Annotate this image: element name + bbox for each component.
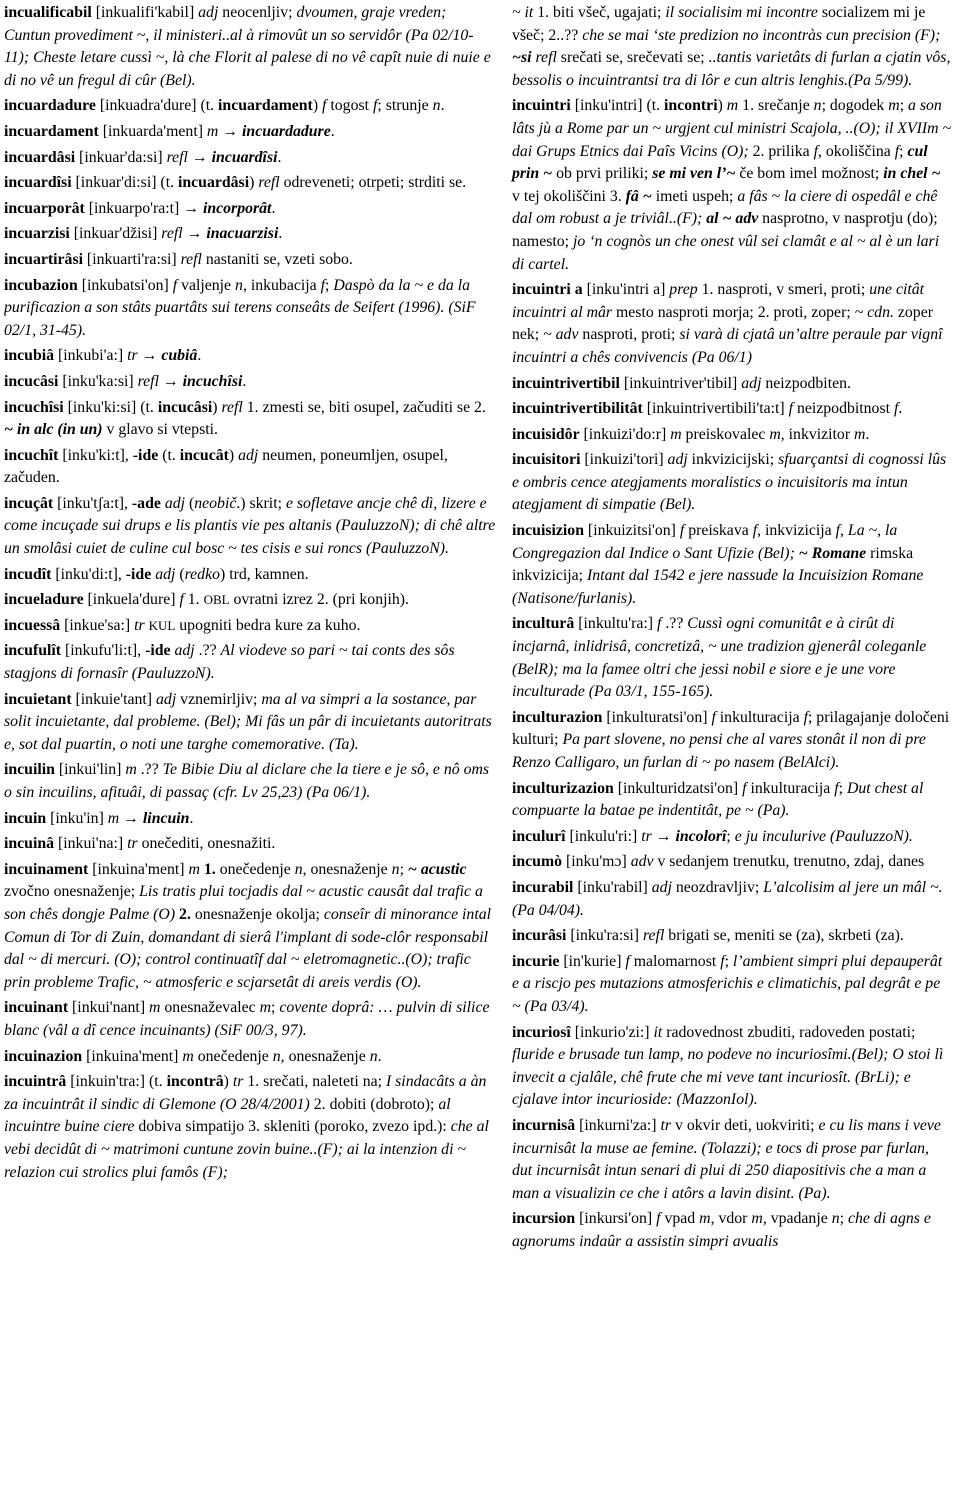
dictionary-entry: incuessâ [inkue'sa:] tr KUL upogniti bedra kure za kuho. — [4, 616, 361, 634]
dictionary-entry: incuin [inku'in] m → lincuin. — [4, 809, 194, 827]
dictionary-entry: incuardîsi [inkuar'di:si] (t. incuardâsi) refl odreveneti; otrpeti; strditi se. — [4, 174, 467, 192]
dictionary-entry: incuisitori [inkuizi'tori] adj inkvizicijski; sfuarçantsi di cognossi lûs e ombris cence ategjaments moralistics o incuisitoris ma intun ategjament di simpatie (Bel). — [512, 451, 947, 514]
dictionary-entry: incuintrivertibil [inkuintriver'tibil] adj neizpodbiten. — [512, 374, 851, 392]
dictionary-entry: incuisidôr [inkuizi'do:r] m preiskovalec m, inkvizitor m. — [512, 425, 870, 443]
dictionary-entry: incubiâ [inkubi'a:] tr → cubiâ. — [4, 347, 202, 365]
dictionary-entry: incuçât [inku'tʃa:t], -ade adj (neobič.) skrit; e sofletave ancje chê dì, lizere e come incuçade sui drups e lis plantis vie pes altanis (PauluzzoN); di chê altre un smolâsi cuiet de culine cul bosc ~ tes cisis e sui roncs (PauluzzoN). — [4, 494, 496, 558]
dictionary-entry: incuintrivertibilitât [inkuintrivertibili'ta:t] f neizpodbitnost f. — [512, 400, 903, 418]
dictionary-entry: incuisizion [inkuizitsi'on] f preiskava f, inkvizicija f, La ~, la Congregazion dal Indice o Sant Ufizie (Bel); ~ Romane rimska inkvizicija; Intant dal 1542 e jere nassude la Incuisizion Romane (Natisone/furlanis). — [512, 522, 924, 607]
dictionary-entry: incuintri [inku'intri] (t. incontri) m 1. srečanje n; dogodek m; a son lâts jù a Rome par un ~ urgjent cul ministri Scajola, ..(O); il XVIIm ~ dai Grups Etnics dai Paîs Vicins (O); 2. prilika f, okoliščina f; cul prin ~ ob prvi priliki; se mi ven l’~ če bom imel možnost; in chel ~ v tej okoliščini 3. fâ ~ imeti uspeh; a fâs ~ la ciere di ospedâl e chê dal om robust a je triviâl..(F); al ~ adv nasprotno, v nasprotju (do); namesto; jo ‘n cognòs un che onest vûl sei clamât e al ~ al è un lari di cartel. — [512, 97, 952, 273]
dictionary-entry: incudît [inku'di:t], -ide adj (redko) trd, kamnen. — [4, 565, 309, 583]
dictionary-entry: inculturizazion [inkulturidzatsi'on] f inkulturacija f; Dut chest al compuarte la batae pe indentitât, pe ~ (Pa). — [512, 779, 924, 820]
dictionary-entry: incubazion [inkubatsi'on] f valjenje n, inkubacija f; Daspò da la ~ e da la purificazion a son stâts puartâts sui terens conseâts de Seifert (1996). (SiF 02/1, 31-45). — [4, 276, 476, 339]
dictionary-entry: inculurî [inkulu'ri:] tr → incolorî; e ju inculurive (PauluzzoN). — [512, 827, 913, 845]
dictionary-entry: incuartirâsi [inkuarti'ra:si] refl nastaniti se, vzeti sobo. — [4, 250, 353, 268]
dictionary-entry: incursion [inkursi'on] f vpad m, vdor m, vpadanje n; che di agns e agnorums indaûr a assistin simpri avualis — [512, 1210, 931, 1250]
dictionary-entry: incucâsi [inku'ka:si] refl → incuchîsi. — [4, 372, 247, 390]
dictionary-entry: incufulît [inkufu'li:t], -ide adj .?? Al viodeve so pari ~ tai conts des sôs stagjons di fornasîr (PauluzzoN). — [4, 642, 455, 683]
dictionary-entry: incuchît [inku'ki:t], -ide (t. incucât) adj neumen, poneumljen, osupel, začuden. — [4, 446, 448, 487]
dictionary-entry: incuinâ [inkui'na:] tr onečediti, onesnažiti. — [4, 835, 276, 853]
dictionary-entry: incuarzisi [inkuar'džisi] refl → inacuarzisi. — [4, 225, 283, 243]
dictionary-entry: inculturazion [inkulturatsi'on] f inkulturacija f; prilagajanje določeni kulturi; Pa part slovene, no pensi che al vares stonât il non di pre Renzo Calligaro, un furlan di ~ po nasem (BelAlci). — [512, 708, 950, 771]
left-column — [4, 2, 506, 1501]
dictionary-entry: incuchîsi [inku'ki:si] (t. incucâsi) refl 1. zmesti se, biti osupel, začuditi se 2. ~ in alc (in un) v glavo si vtepsti. — [4, 398, 486, 439]
dictionary-entry: incuinazion [inkuina'ment] m onečedenje n, onesnaženje n. — [4, 1047, 382, 1065]
dictionary-entry: incumò [inku'mɔ] adv v sedanjem trenutku, trenutno, zdaj, danes — [512, 853, 925, 871]
dictionary-entry: incuintri a [inku'intri a] prep 1. nasproti, v smeri, proti; une citât incuintri al mâr mesto nasproti morja; 2. proti, zoper; ~ cdn. zoper nek; ~ adv nasproti, proti; si varà di cjatâ un’altre peraule par vignî incuintri a chês convivencis (Pa 06/1) — [512, 281, 943, 366]
dictionary-entry: incuriosî [inkurio'zi:] it radovednost zbuditi, radoveden postati; fluride e brusade tun lamp, no podeve no incuriosîmi.(Bel); O stoi lì invecit a cjalâle, chê frute che mi veve tant incuriosît. (BrLi); e cjalave intor incurioside: (MazzonIol). — [512, 1023, 944, 1109]
dictionary-entry: incualificabil [inkualifi'kabil] adj neocenljiv; dvoumen, graje vreden; Cuntun provediment ~, il ministeri..al à rimovût un so servidôr (Pa 02/10-11); Cheste letare cussì ~, là che Florit al palese di no vê capît nuie di nuie e di no vê un fregul di cûr (Bel). — [4, 4, 491, 89]
dictionary-entry: incuardadure [inkuadra'dure] (t. incuardament) f togost f; strunje n. — [4, 97, 445, 115]
dictionary-entry: incurie [in'kurie] f malomarnost f; l’ambient simpri plui depauperât e a riscjo pes mutazions atmosferichis e climatichis, pal degrât e pe ~ (Pa 03/4). — [512, 952, 943, 1015]
dictionary-entry: incurnisâ [inkurni'za:] tr v okvir deti, uokviriti; e cu lis mans i veve incurnisât la muse ae femine. (Tolazzi); e tocs di prose par furlan, dut incurnisât intun senari di plui di 250 diapositivis che a man a man a visualizin ce che i atôrs a lavin disint. (Pa). — [512, 1116, 941, 1202]
dictionary-entry: inculturâ [inkultu'ra:] f .?? Cussì ogni comunitât e à cirût di incjarnâ, inlidrisâ, concretizâ, ~ une tradizion gjenerâl coleganle (BelR); ma la famee oltri che jessi nobil e siore e je une vore inculturade (Pa 03/1, 155-165). — [512, 615, 927, 701]
dictionary-entry: incuarporât [inkuarpo'ra:t] → incorporât. — [4, 199, 276, 217]
dictionary-entry: incuilin [inkui'lin] m .?? Te Bibie Diu al diclare che la tiere e je sô, e nô oms o sin incuilins, afituâi, di passaç (cfr. Lv 25,23) (Pa 06/1). — [4, 761, 490, 801]
dictionary-entry: incuinant [inkui'nant] m onesnaževalec m; covente doprâ: … pulvin di silice blanc (vâl a dî cence incuinants) (SiF 00/3, 97). — [4, 999, 490, 1039]
dictionary-entry: incuintrâ [inkuin'tra:] (t. incontrâ) tr 1. srečati, naleteti na; I sindacâts a àn za incuintrât il sindic di Glemone (O 28/4/2001) 2. dobiti (dobroto); al incuintre buine ciere dobiva simpatijo 3. skleniti (poroko, zvezo ipd.): che al vebi decidût di ~ matrimoni cuntune zovin buine..(F); ai la intenzion di ~ relazion cui strolics plui famôs (F); — [4, 1073, 489, 1181]
dictionary-entry: incurâsi [inku'ra:si] refl brigati se, meniti se (za), skrbeti (za). — [512, 927, 904, 945]
dictionary-entry: incuardâsi [inkuar'da:si] refl → incuardîsi. — [4, 148, 282, 166]
dictionary-entry: incueladure [inkuela'dure] f 1. OBL ovratni izrez 2. (pri konjih). — [4, 591, 409, 609]
dictionary-entry: incuietant [inkuie'tant] adj vznemirljiv; ma al va simpri a la sostance, par solit incuietante, dal probleme. (Bel); Mi fâs un pâr di incuietants autoritrats e, sot dal puartin, o noti une targhe comemorative. (Ta). — [4, 690, 492, 753]
dictionary-entry: incuinament [inkuina'ment] m 1. onečedenje n, onesnaženje n; ~ acustic zvočno onesnaženje; Lis tratis plui tocjadis dal ~ acustic causât dal trafic a son chês dongje Palme (O) 2. onesnaženje okolja; conseîr di minorance intal Comun di Tor di Zuin, domandant di sierâ l'implant di sode-clôr responsabil dal ~ di mercuri. (O); control continuatîf dal ~ eletromagnetic..(O); trafic prin probleme Trafic, ~ atmosferic e scjarsetât di areis verdis (O). — [4, 860, 491, 991]
right-column — [506, 2, 952, 1501]
dictionary-entry: incuardament [inkuarda'ment] m → incuardadure. — [4, 122, 335, 140]
dictionary-entry: ~ it 1. biti všeč, ugajati; il socialisim mi incontre socializem mi je všeč; 2..?? che se mai ‘ste predizion no incontràs cun precision (F); ~si refl srečati se, srečevati se; ..tantis varietâts di furlan a cjatin vôs, bessolis o incuintrantsi tra di lôr e cun altris lenghis.(Pa 5/99). — [512, 4, 951, 89]
dictionary-entry: incurabil [inku'rabil] adj neozdravljiv; L’alcolisim al jere un mâl ~. (Pa 04/04). — [512, 878, 943, 919]
